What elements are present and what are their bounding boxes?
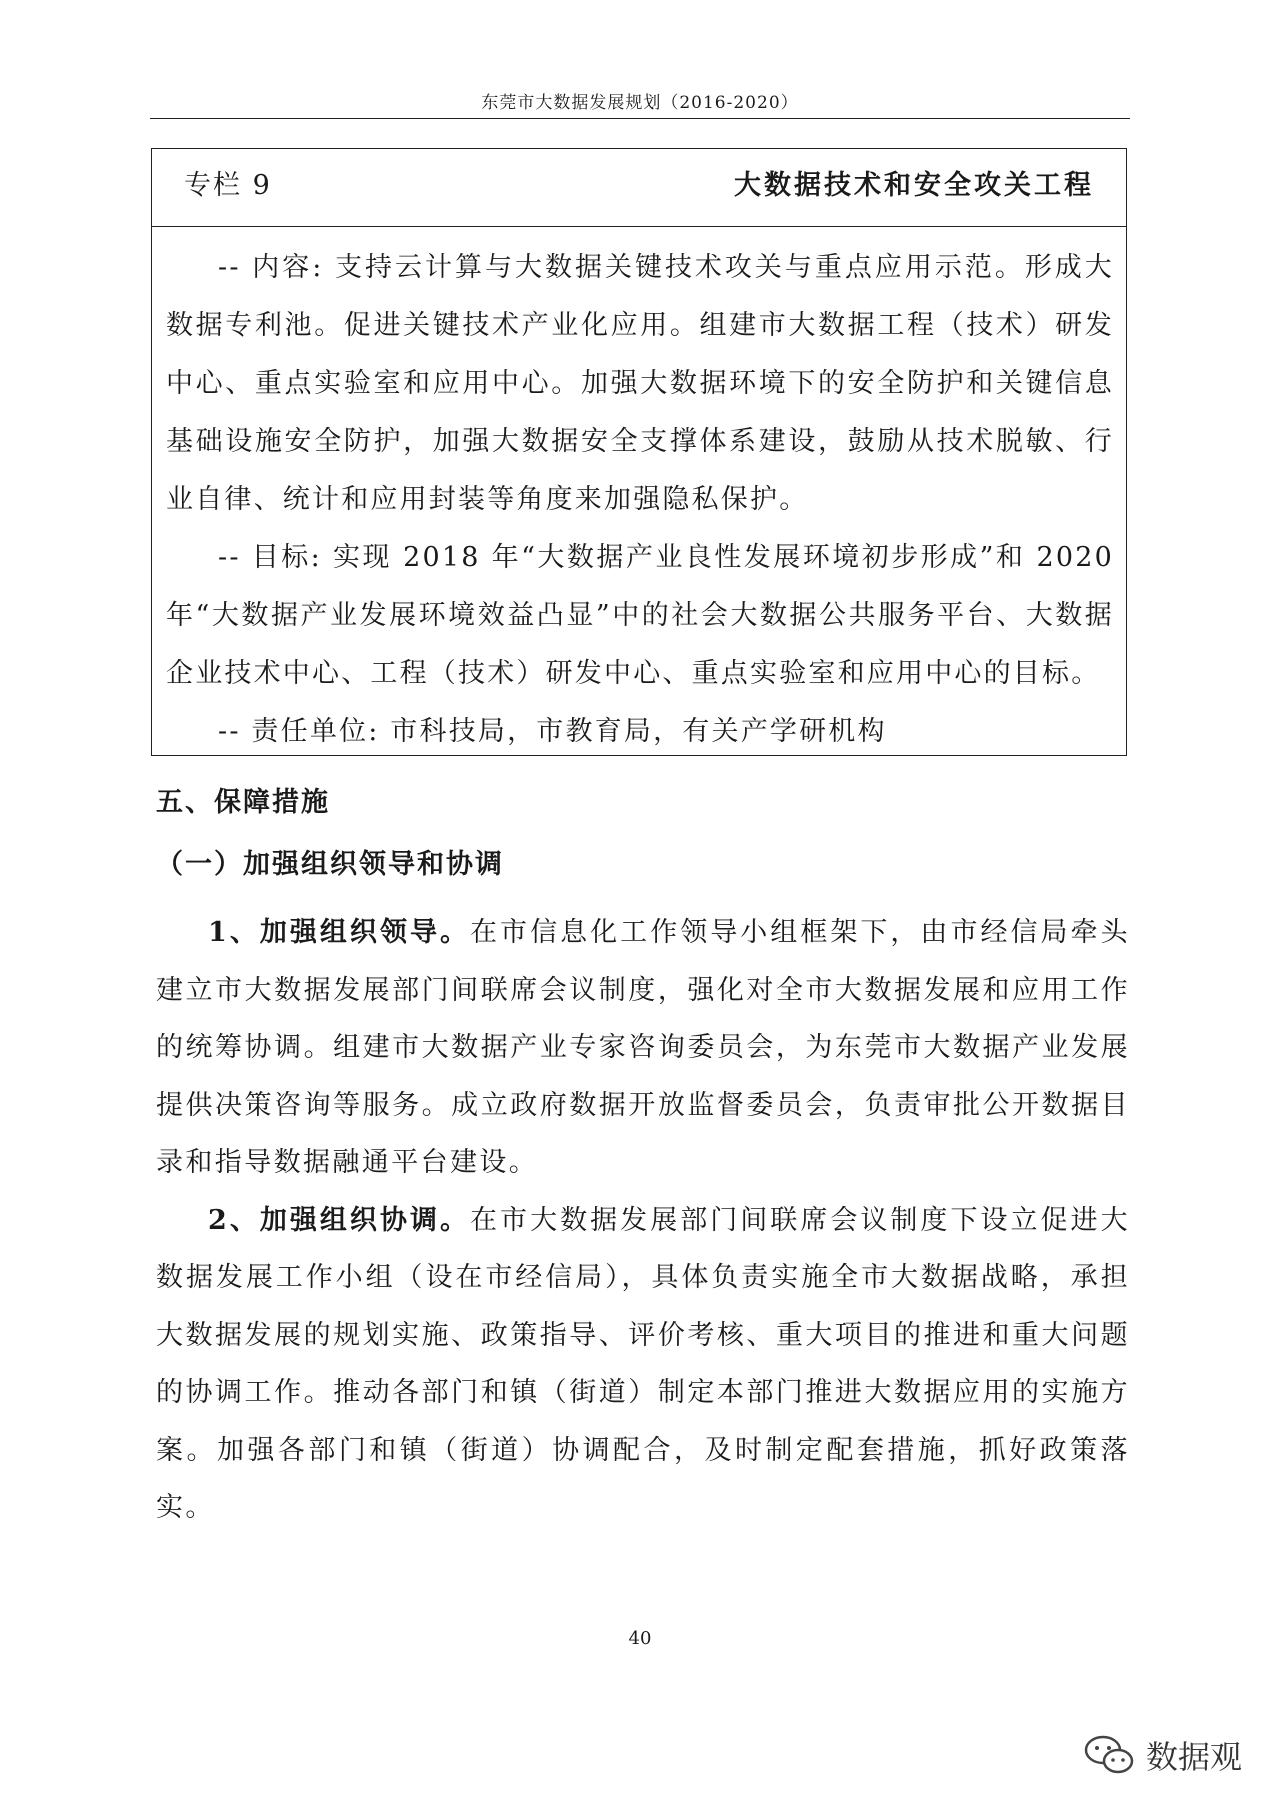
column-goal-paragraph: -- 目标: 实现 2018 年“大数据产业良性发展环境初步形成”和 2020 年“大数据产业发展环境效益凸显”中的社会大数据公共服务平台、大数据企业技术中心、工程（技术）研发中心、重点实验室和应用中心的目标。 <box>166 542 1114 689</box>
paragraph-organization-leadership <box>156 904 1130 1192</box>
body-text <box>156 904 1130 1537</box>
paragraph-text: 在市大数据发展部门间联席会议制度下设立促进大数据发展工作小组（设在市经信局），具体负责实施全市大数据战略，承担大数据发展的规划实施、政策指导、评价考核、重大项目的推进和重大问题的协调工作。推动各部门和镇（街道）制定本部门推进大数据应用的实施方案。加强各部门和镇（街道）协调配合，及时制定配套措施，抓好政策落实。 <box>156 1204 1130 1523</box>
page-number: 40 <box>628 1628 652 1649</box>
section-title: 五、保障措施 <box>156 787 330 818</box>
wechat-icon <box>1082 1733 1138 1777</box>
paragraph-text: 在市信息化工作领导小组框架下，由市经信局牵头建立市大数据发展部门间联席会议制度，强化对全市大数据发展和应用工作的统筹协调。组建市大数据产业专家咨询委员会，为东莞市大数据产业发展提供决策咨询等服务。成立政府数据开放监督委员会，负责审批公开数据目录和指导数据融通平台建设。 <box>156 917 1130 1178</box>
subsection-title: （一）加强组织领导和协调 <box>156 849 504 880</box>
paragraph-lead: 2、加强组织协调。 <box>208 1204 471 1236</box>
column-label: 专栏 9 <box>184 170 272 201</box>
column-box <box>151 148 1127 756</box>
header-rule <box>150 118 1130 119</box>
column-box-body <box>152 227 1126 761</box>
column-responsibility-paragraph: -- 责任单位: 市科技局，市教育局，有关产学研机构 <box>218 716 887 747</box>
column-box-header <box>152 149 1126 227</box>
paragraph-organization-coordination <box>156 1192 1130 1537</box>
watermark-text: 数据观 <box>1145 1738 1242 1776</box>
column-title: 大数据技术和安全攻关工程 <box>734 170 1094 201</box>
column-content-paragraph: -- 内容: 支持云计算与大数据关键技术攻关与重点应用示范。形成大数据专利池。促进关键技术产业化应用。组建市大数据工程（技术）研发中心、重点实验室和应用中心。加强大数据环境下的安全防护和关键信息基础设施安全防护，加强大数据安全支撑体系建设，鼓励从技术脱敏、行业自律、统计和应用封装等角度来加强隐私保护。 <box>166 252 1114 515</box>
watermark <box>1082 1732 1242 1778</box>
page-header: 东莞市大数据发展规划（2016-2020） <box>481 93 799 113</box>
paragraph-lead: 1、加强组织领导。 <box>208 917 471 948</box>
